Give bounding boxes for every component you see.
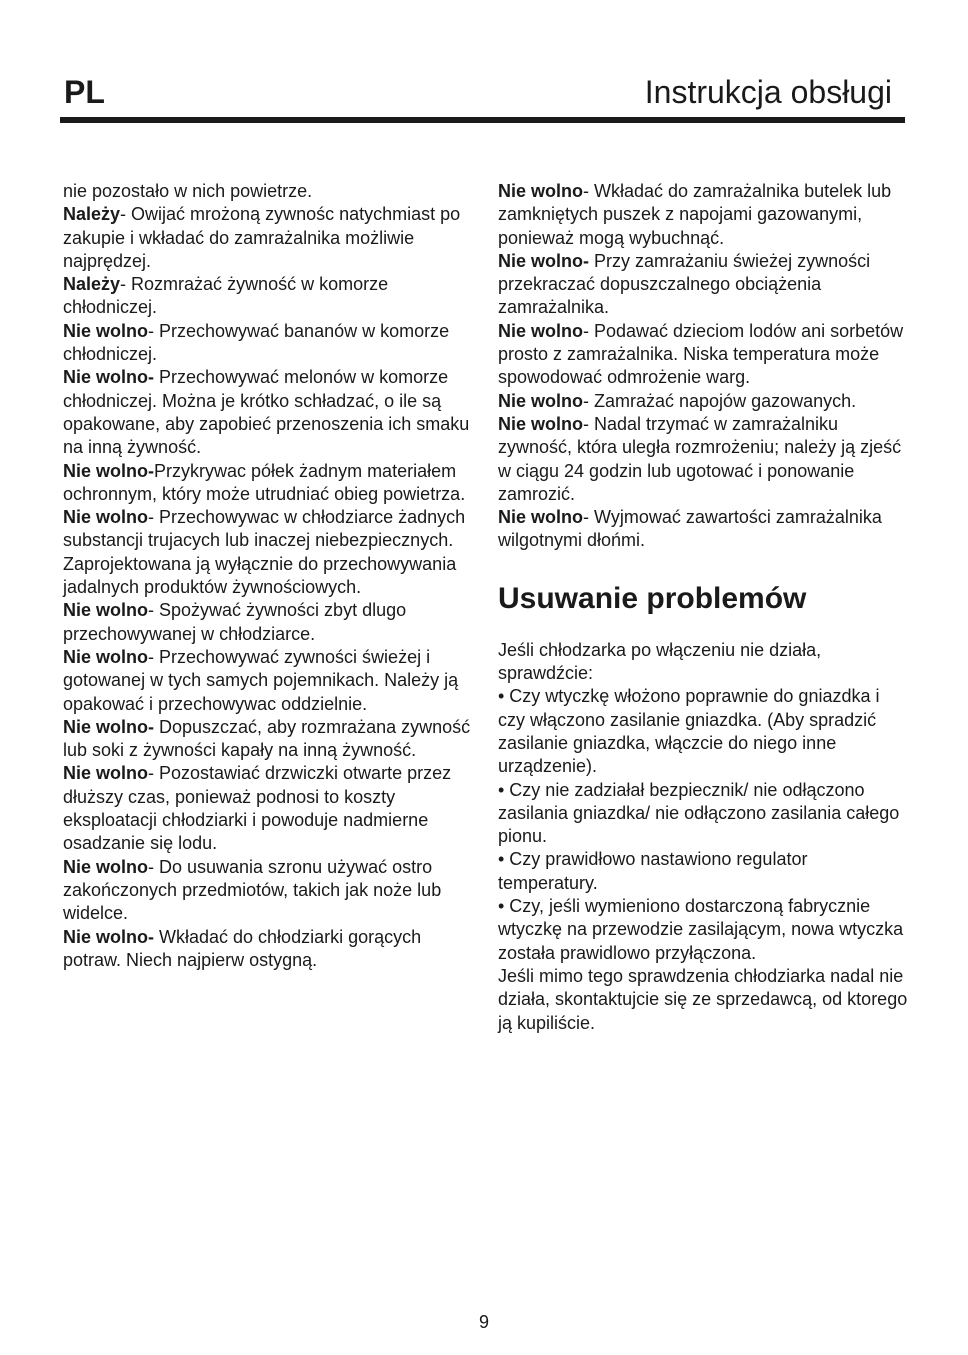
rule-item: Nie wolno- Pozostawiać drzwiczki otwarte przez dłuższy czas, ponieważ podnosi to koszty eksploatacji chłodziarki i powoduje nadmierne osadzanie się lodu. <box>63 763 452 854</box>
rule-item: Należy- Rozmrażać żywność w komorze chłodniczej. <box>63 274 389 318</box>
rule-item: Nie wolno- Przechowywać bananów w komorze chłodniczej. <box>63 320 450 365</box>
rule-item: nie pozostało w nich powietrze. <box>63 181 313 201</box>
troubleshooting-paragraph: Jeśli mimo tego sprawdzenia chłodziarka nadal nie działa, skontaktujcie się ze sprzedawcą, od ktorego ją kupiliście. <box>498 965 908 1033</box>
rule-item: Nie wolno-Przykrywac półek żadnym materiałem ochronnym, który może utrudniać obieg powietrza. <box>63 460 466 504</box>
rule-item: Nie wolno- Przechowywać zywności świeżej i gotowanej w tych samych pojemnikach. Należy ją opakować i przechowywac oddzielnie. <box>63 646 459 714</box>
rule-item: Nie wolno- Wkładać do chłodziarki gorących potraw. Niech najpierw ostygną. <box>63 926 422 970</box>
header-divider <box>60 117 905 123</box>
document-title: Instrukcja obsługi <box>644 74 892 110</box>
rule-item: Nie wolno- Wkładać do zamrażalnika butelek lub zamkniętych puszek z napojami gazowanymi, ponieważ mogą wybuchnąć. <box>498 181 892 248</box>
troubleshooting-bullet: • Czy wtyczkę włożono poprawnie do gniazdka i czy włączono zasilanie gniazdka. (Aby spradzić zasilanie gniazdka, włączcie do niego inne urządzenie). <box>498 686 880 777</box>
troubleshooting-bullet: • Czy nie zadziałał bezpiecznik/ nie odłączono zasilania gniazdka/ nie odłączono zasilania całego pionu. <box>498 779 900 847</box>
rule-item: Nie wolno- Przechowywac w chłodziarce żadnych substancji trujacych lub inaczej niebezpiecznych. Zaprojektowana ją wyłącznie do przechowywania jadalnych produktów żywnościowych. <box>63 507 466 598</box>
left-column <box>63 180 473 972</box>
rule-item: Nie wolno- Przy zamrażaniu świeżej zywności przekraczać dopuszczalnego obciążenia zamrażalnika. <box>498 250 871 318</box>
rule-item: Nie wolno- Dopuszczać, aby rozmrażana zywność lub soki z żywności kapały na inną żywność. <box>63 716 471 761</box>
troubleshooting-bullet: • Czy prawidłowo nastawiono regulator temperatury. <box>498 849 808 893</box>
right-column <box>498 180 910 1035</box>
page-number: 9 <box>478 1312 489 1332</box>
troubleshooting-heading: Usuwanie problemów <box>498 581 807 615</box>
rule-item: Nie wolno- Spożywać żywności zbyt dlugo przechowywanej w chłodziarce. <box>63 600 407 644</box>
rule-item: Nie wolno- Wyjmować zawartości zamrażalnika wilgotnymi dłońmi. <box>498 507 882 551</box>
rule-item: Nie wolno- Podawać dzieciom lodów ani sorbetów prosto z zamrażalnika. Niska temperatura może spowodować odmrożenie warg. <box>498 320 904 388</box>
rule-item: Nie wolno- Zamrażać napojów gazowanych. <box>498 390 857 411</box>
rule-item: Należy- Owijać mrożoną zywnośc natychmiast po zakupie i wkładać do zamrażalnika możliwie najprędzej. <box>63 204 461 271</box>
rule-item: Nie wolno- Do usuwania szronu używać ostro zakończonych przedmiotów, takich jak noże lub widelce. <box>63 856 442 924</box>
language-code: PL <box>64 74 105 110</box>
rule-item: Nie wolno- Przechowywać melonów w komorze chłodniczej. Można je krótko schładzać, o ile są opakowane, aby zapobieć przenoszenia ich smaku na inną żywność. <box>63 367 470 458</box>
rule-item: Nie wolno- Nadal trzymać w zamrażalniku zywność, która uległa rozmrożeniu; należy ją zjeść w ciągu 24 godzin lub ugotować i ponowanie zamrozić. <box>498 413 902 504</box>
troubleshooting-bullet: • Czy, jeśli wymieniono dostarczoną fabrycznie wtyczkę na przewodzie zasilającym, nowa wtyczka została prawidlowo przyłączona. <box>498 896 904 963</box>
troubleshooting-paragraph: Jeśli chłodzarka po włączeniu nie działa, sprawdźcie: <box>498 639 822 684</box>
